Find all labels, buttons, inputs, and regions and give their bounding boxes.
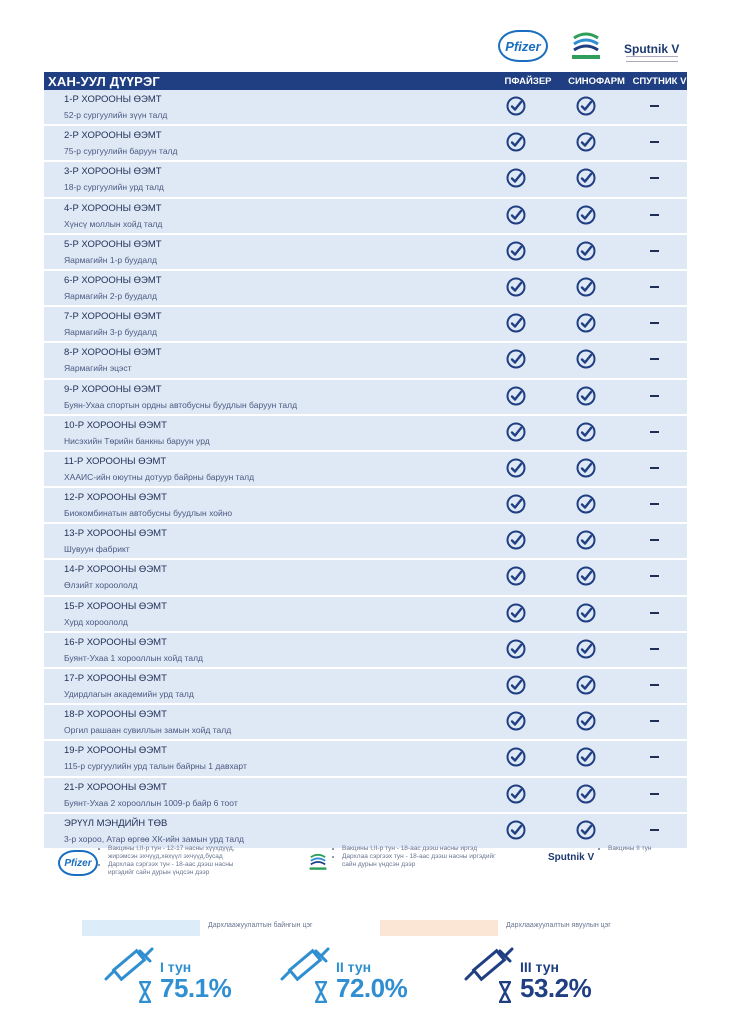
- check-circle-icon: [506, 168, 526, 188]
- dash-icon: [650, 467, 659, 469]
- table-row: [44, 235, 687, 271]
- site-address: Буянт-Ухаа 2 хорооллын 1009-р байр 6 тоот: [64, 797, 238, 808]
- table-row: [44, 416, 687, 452]
- legend-sinopharm: [334, 845, 504, 869]
- site-address: 18-р сургуулийн урд талд: [64, 182, 164, 193]
- table-row: [44, 488, 687, 524]
- dose-label: I тун: [160, 959, 192, 975]
- site-name: 12-Р ХОРООНЫ ӨЭМТ: [64, 492, 167, 504]
- site-address: Биокомбинатын автобусны буудлын хойно: [64, 508, 233, 519]
- legend-sputnik-item: • Вакцины II тун: [608, 845, 690, 853]
- col-pfizer: ПФАЙЗЕР: [504, 75, 552, 87]
- existing-site-label: Дархлаажуулалтын байнгын цэг: [208, 922, 313, 929]
- check-circle-icon: [506, 784, 526, 804]
- check-circle-icon: [506, 711, 526, 731]
- table-row: [44, 271, 687, 307]
- check-circle-icon: [576, 820, 596, 840]
- check-circle-icon: [506, 603, 526, 623]
- dash-icon: [650, 214, 659, 216]
- check-circle-icon: [576, 386, 596, 406]
- table-row: [44, 126, 687, 162]
- check-circle-icon: [576, 349, 596, 369]
- site-name: 19-Р ХОРООНЫ ӨЭМТ: [64, 745, 167, 757]
- hourglass-icon: [138, 981, 152, 1003]
- table-row: [44, 90, 687, 126]
- check-circle-icon: [576, 747, 596, 767]
- dash-icon: [650, 793, 659, 795]
- check-circle-icon: [576, 458, 596, 478]
- vaccination-sites-table: [44, 72, 687, 850]
- site-address: Яармагийн эцэст: [64, 363, 132, 374]
- site-name: 4-Р ХОРООНЫ ӨЭМТ: [64, 202, 162, 214]
- check-circle-icon: [506, 313, 526, 333]
- check-circle-icon: [576, 132, 596, 152]
- site-name: ЭРҮҮЛ МЭНДИЙН ТӨВ: [64, 817, 168, 829]
- site-address: 3-р хороо, Атар өргөө ХК-ийн замын урд талд: [64, 833, 244, 844]
- check-circle-icon: [506, 566, 526, 586]
- dash-icon: [650, 431, 659, 433]
- dose-label: III тун: [520, 959, 560, 975]
- dose-label: II тун: [336, 959, 372, 975]
- check-circle-icon: [576, 566, 596, 586]
- table-body: [44, 90, 687, 850]
- site-name: 6-Р ХОРООНЫ ӨЭМТ: [64, 274, 162, 286]
- table-row: [44, 380, 687, 416]
- check-circle-icon: [576, 639, 596, 659]
- site-address: 52-р сургуулийн зүүн талд: [64, 110, 168, 120]
- site-address: 75-р сургуулийн баруун талд: [64, 146, 178, 157]
- check-circle-icon: [576, 277, 596, 297]
- dose-percentage: 53.2%: [520, 973, 592, 1003]
- dash-icon: [650, 105, 659, 107]
- check-circle-icon: [506, 386, 526, 406]
- check-circle-icon: [506, 349, 526, 369]
- dash-icon: [650, 358, 659, 360]
- dash-icon: [650, 575, 659, 577]
- check-circle-icon: [506, 132, 526, 152]
- site-name: 9-Р ХОРООНЫ ӨЭМТ: [64, 383, 162, 395]
- check-circle-icon: [576, 675, 596, 695]
- sinopharm-logo: [566, 28, 606, 64]
- table-row: [44, 162, 687, 198]
- table-row: [44, 343, 687, 379]
- check-circle-icon: [506, 277, 526, 297]
- legend-sinopharm-item: • Вакцины I,II-р тун - 18-аас дээш насны иргэд: [342, 845, 504, 853]
- mobile-site-label: Дархлаажуулалтын явуулын цэг: [506, 922, 611, 929]
- site-name: 3-Р ХОРООНЫ ӨЭМТ: [64, 166, 162, 178]
- site-name: 7-Р ХОРООНЫ ӨЭМТ: [64, 311, 162, 323]
- legend-sputnik-logo: Sputnik V: [548, 852, 595, 863]
- sputnik-logo: Sputnik V: [624, 42, 680, 56]
- site-address: Буянт-Ухаа 1 хорооллын хойд талд: [64, 652, 204, 663]
- col-sputnik: СПУТНИК V: [632, 75, 687, 87]
- table-row: [44, 778, 687, 814]
- site-name: 18-Р ХОРООНЫ ӨЭМТ: [64, 709, 167, 721]
- check-circle-icon: [576, 241, 596, 261]
- site-name: 21-Р ХОРООНЫ ӨЭМТ: [64, 781, 167, 793]
- check-circle-icon: [576, 603, 596, 623]
- dose-percentage: 75.1%: [160, 973, 232, 1003]
- pfizer-logo: Pfizer: [498, 30, 548, 62]
- dose-stat: [276, 945, 426, 1005]
- dash-icon: [650, 720, 659, 722]
- table-row: [44, 452, 687, 488]
- site-name: 15-Р ХОРООНЫ ӨЭМТ: [64, 600, 167, 612]
- check-circle-icon: [506, 820, 526, 840]
- table-row: [44, 705, 687, 741]
- site-address: Яармагийн 1-р буудалд: [64, 254, 157, 265]
- table-row: [44, 524, 687, 560]
- site-address: Удирдлагын академийн урд талд: [64, 689, 194, 699]
- site-name: 8-Р ХОРООНЫ ӨЭМТ: [64, 347, 162, 359]
- legend-pfizer-item: • Вакцины I,II-р тун - 12-17 насны хүүхдүүд, жирэмсэн эхчүүд,хөхүүл эхчүүд,бусад: [108, 845, 260, 861]
- dose-stat: [460, 945, 610, 1005]
- check-circle-icon: [576, 96, 596, 116]
- table-row: [44, 633, 687, 669]
- site-address: Хурд хороололд: [64, 616, 128, 627]
- site-address: Нисэхийн Төрийн банкны баруун урд: [64, 435, 210, 446]
- site-name: 16-Р ХОРООНЫ ӨЭМТ: [64, 636, 167, 648]
- dose-percentage: 72.0%: [336, 973, 408, 1003]
- mobile-site-swatch: [380, 920, 498, 936]
- check-circle-icon: [506, 96, 526, 116]
- site-name: 11-Р ХОРООНЫ ӨЭМТ: [64, 455, 167, 467]
- col-sinopharm: СИНОФАРМ: [568, 75, 625, 87]
- table-row: [44, 560, 687, 596]
- site-name: 13-Р ХОРООНЫ ӨЭМТ: [64, 528, 167, 540]
- dash-icon: [650, 612, 659, 614]
- dash-icon: [650, 177, 659, 179]
- site-address: 115-р сургуулийн урд талын байрны 1 давхарт: [64, 761, 247, 772]
- dash-icon: [650, 756, 659, 758]
- dash-icon: [650, 829, 659, 831]
- site-address: Буян-Ухаа спортын ордны автобусны буудлын баруун талд: [64, 399, 298, 410]
- site-name: 10-Р ХОРООНЫ ӨЭМТ: [64, 419, 167, 431]
- table-row: [44, 307, 687, 343]
- check-circle-icon: [576, 530, 596, 550]
- legend-pfizer-logo: Pfizer: [58, 850, 98, 876]
- legend-pfizer: [100, 845, 260, 877]
- dash-icon: [650, 141, 659, 143]
- check-circle-icon: [506, 747, 526, 767]
- table-row: [44, 669, 687, 705]
- check-circle-icon: [506, 639, 526, 659]
- check-circle-icon: [576, 313, 596, 333]
- check-circle-icon: [576, 205, 596, 225]
- legend-pfizer-item: • Дархлаа сэргээх тун - 18-аас дээш насны иргэдийг сайн дурын үндсэн дээр: [108, 861, 260, 877]
- site-name: 5-Р ХОРООНЫ ӨЭМТ: [64, 238, 162, 250]
- site-address: Яармагийн 2-р буудалд: [64, 290, 157, 301]
- legend-sinopharm-logo: [306, 848, 330, 876]
- site-name: 2-Р ХОРООНЫ ӨЭМТ: [64, 130, 162, 142]
- dash-icon: [650, 648, 659, 650]
- dash-icon: [650, 395, 659, 397]
- existing-site-swatch: [82, 920, 200, 936]
- dose-stat: [100, 945, 250, 1005]
- dash-icon: [650, 250, 659, 252]
- check-circle-icon: [576, 494, 596, 514]
- check-circle-icon: [506, 530, 526, 550]
- hourglass-icon: [314, 981, 328, 1003]
- table-row: [44, 199, 687, 235]
- dash-icon: [650, 503, 659, 505]
- dash-icon: [650, 322, 659, 324]
- hourglass-icon: [498, 981, 512, 1003]
- site-address: Хүнсү моллын хойд талд: [64, 218, 163, 229]
- table-header: [44, 72, 687, 90]
- check-circle-icon: [506, 675, 526, 695]
- site-name: 14-Р ХОРООНЫ ӨЭМТ: [64, 564, 167, 576]
- check-circle-icon: [576, 784, 596, 804]
- check-circle-icon: [506, 494, 526, 514]
- table-row: [44, 597, 687, 633]
- dash-icon: [650, 539, 659, 541]
- check-circle-icon: [576, 168, 596, 188]
- check-circle-icon: [576, 422, 596, 442]
- site-address: Өлзийт хороололд: [64, 580, 138, 591]
- legend-sputnik: [600, 845, 690, 853]
- check-circle-icon: [506, 422, 526, 442]
- site-address: ХААИС-ийн оюутны дотуур байрны баруун талд: [64, 471, 255, 482]
- site-name: 17-Р ХОРООНЫ ӨЭМТ: [64, 673, 167, 684]
- site-address: Яармагийн 3-р буудалд: [64, 327, 157, 338]
- check-circle-icon: [506, 205, 526, 225]
- site-name: 1-Р ХОРООНЫ ӨЭМТ: [64, 94, 162, 105]
- check-circle-icon: [576, 711, 596, 731]
- dash-icon: [650, 286, 659, 288]
- dash-icon: [650, 684, 659, 686]
- check-circle-icon: [506, 458, 526, 478]
- legend-sinopharm-item: • Дархлаа сэргээх тун - 18-аас дээш насны иргэдийг сайн дурын үндсэн дээр: [342, 853, 504, 869]
- site-address: Шувуун фабрикт: [64, 544, 130, 555]
- sputnik-logo-tagline: [626, 56, 678, 62]
- site-address: Оргил рашаан сувиллын замын хойд талд: [64, 725, 232, 736]
- table-row: [44, 741, 687, 777]
- check-circle-icon: [506, 241, 526, 261]
- district-title: ХАН-УУЛ ДҮҮРЭГ: [48, 73, 160, 89]
